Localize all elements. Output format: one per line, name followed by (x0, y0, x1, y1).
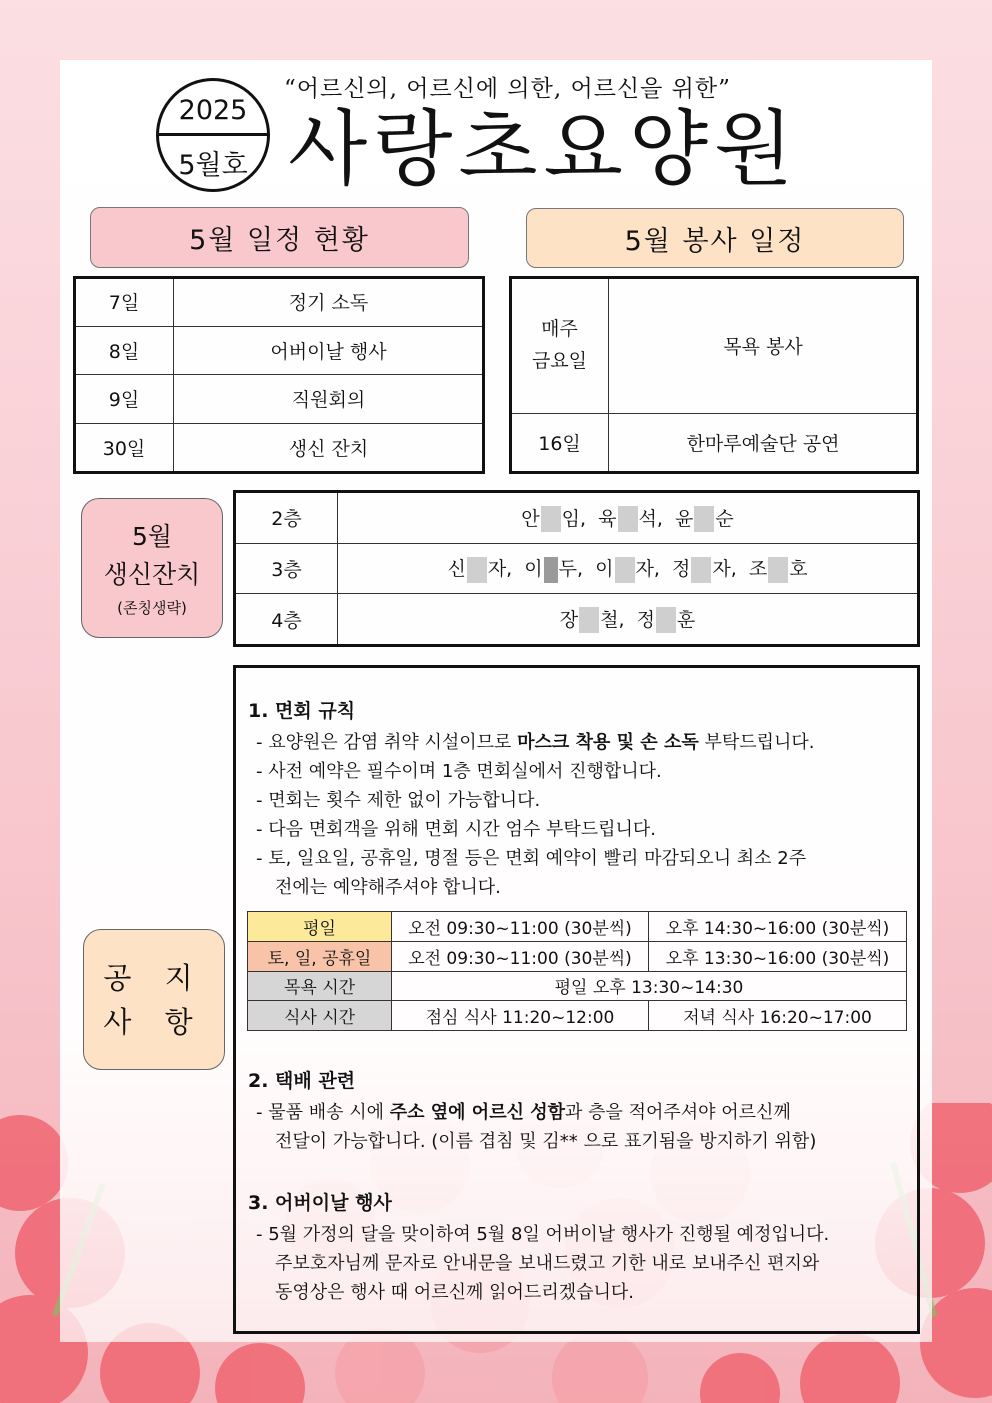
name-first: 이 (595, 558, 614, 581)
volunteer-day-line1: 매주 (541, 318, 578, 341)
schedule-day: 8일 (75, 326, 174, 375)
slogan: “어르신의, 어르신에 의한, 어르신을 위한” (284, 76, 731, 102)
table-row (248, 1001, 907, 1031)
volunteer-day-line2: 금요일 (531, 350, 588, 373)
volunteer-day: 16일 (511, 413, 609, 471)
issue-year: 2025 (178, 95, 248, 126)
birthday-table-border (233, 490, 920, 647)
notice-bullet-cont: 주보호자님께 문자로 안내문을 보내드렸고 기한 내로 보내주신 편지와 (275, 1253, 820, 1274)
name-last: 석 (638, 507, 657, 530)
name-first: 안 (521, 507, 540, 530)
notice-bullet-cont: 전달이 가능합니다. (이름 겹침 및 김** 으로 표기됨을 방지하기 위함) (275, 1131, 817, 1152)
schedule-event: 어버이날 행사 (174, 326, 484, 375)
name-first: 윤 (674, 507, 694, 530)
name-first: 신 (447, 558, 466, 581)
hours-value: 점심 식사 11:20~12:00 (392, 1001, 649, 1031)
notice-bullet (256, 1098, 791, 1124)
page-title: 사랑초요양원 (288, 102, 800, 197)
name-last: 철 (600, 608, 619, 631)
notice-heading-1: 1. 면회 규칙 (248, 700, 356, 722)
notice-bullet: - 다음 면회객을 위해 면회 시간 엄수 부탁드립니다. (256, 819, 657, 840)
notice-bullet-cont: 동영상은 행사 때 어르신께 읽어드리겠습니다. (275, 1282, 634, 1303)
hours-value: 오전 09:30~11:00 (30분씩) (392, 941, 649, 971)
name-first: 이 (524, 558, 543, 581)
volunteer-title: 5월 봉사 일정 (526, 208, 904, 268)
notice-label-line2: 사 항 (103, 1005, 205, 1039)
schedule-day: 30일 (75, 423, 174, 472)
schedule-event: 직원회의 (174, 375, 484, 424)
notice-bullet (256, 728, 815, 754)
text: - 요양원은 감염 취약 시설이므로 (256, 732, 518, 753)
hours-label: 토, 일, 공휴일 (248, 941, 392, 971)
issue-month: 5월호 (178, 150, 248, 181)
birthday-title-line1: 5월 (131, 522, 173, 551)
notice-label-line1: 공 지 (103, 961, 205, 995)
hours-label: 식사 시간 (248, 1001, 392, 1031)
birthday-title-line2: 생신잔치 (103, 560, 201, 589)
schedule-event: 정기 소독 (174, 278, 484, 327)
notice-bullet: - 토, 일요일, 공휴일, 명절 등은 면회 예약이 빨리 마감되오니 최소 2주 (256, 848, 807, 869)
text: 과 층을 적어주셔야 어르신께 (565, 1102, 791, 1123)
text: - 물품 배송 시에 (256, 1102, 390, 1123)
notice-bullet-cont: 전에는 예약해주셔야 합니다. (275, 877, 501, 898)
volunteer-event: 한마루예술단 공연 (609, 413, 918, 471)
name-last: 자 (712, 558, 731, 581)
schedule-table-border (73, 276, 485, 474)
name-first: 정 (636, 608, 655, 631)
hours-label: 평일 (248, 912, 392, 942)
notice-bullet: - 5월 가정의 달을 맞이하여 5월 8일 어버이날 행사가 진행될 예정입니다. (256, 1224, 830, 1245)
notice-heading-3: 3. 어버이날 행사 (248, 1192, 392, 1214)
name-last: 호 (789, 558, 808, 581)
name-last: 자 (487, 558, 507, 581)
notice-label (83, 929, 225, 1070)
name-last: 임 (561, 507, 581, 530)
table-row (248, 971, 907, 1001)
table-row (248, 941, 907, 971)
birthday-names: 안 임, 육 석, 윤 순 (338, 493, 918, 544)
name-last: 자 (635, 558, 654, 581)
volunteer-event: 목욕 봉사 (609, 278, 918, 414)
hours-label: 목욕 시간 (248, 971, 392, 1001)
birthday-note: (존칭생략) (117, 599, 187, 617)
volunteer-table-border (509, 276, 919, 474)
bold-text: 마스크 착용 및 손 소독 (517, 732, 699, 753)
issue-divider (159, 133, 267, 136)
visit-hours-table (247, 911, 907, 1031)
name-first: 정 (671, 558, 691, 581)
hours-value: 오후 14:30~16:00 (30분씩) (649, 912, 907, 942)
birthday-names: 장 철, 정 훈 (338, 594, 918, 645)
schedule-day: 9일 (75, 375, 174, 424)
birthday-names: 신 자, 이 두, 이 자, 정 자, 조 호 (338, 543, 918, 594)
issue-badge (156, 78, 270, 192)
bold-text: 주소 옆에 어르신 성함 (389, 1102, 566, 1123)
name-first: 육 (598, 507, 617, 530)
birthday-floor: 2층 (236, 493, 338, 544)
text: 부탁드립니다. (698, 732, 815, 753)
table-row (248, 912, 907, 942)
hours-value: 저녁 식사 16:20~17:00 (649, 1001, 907, 1031)
name-last: 두 (558, 558, 578, 581)
name-last: 훈 (676, 608, 696, 631)
hours-value: 오후 13:30~16:00 (30분씩) (649, 941, 907, 971)
birthday-label (81, 498, 223, 638)
schedule-day: 7일 (75, 278, 174, 327)
birthday-floor: 4층 (236, 594, 338, 645)
schedule-title: 5월 일정 현황 (90, 207, 469, 268)
hours-value: 평일 오후 13:30~14:30 (392, 971, 907, 1001)
notice-heading-2: 2. 택배 관련 (248, 1070, 356, 1092)
notice-bullet: - 사전 예약은 필수이며 1층 면회실에서 진행합니다. (256, 761, 662, 782)
schedule-event: 생신 잔치 (174, 423, 484, 472)
name-last: 순 (715, 507, 734, 530)
birthday-floor: 3층 (236, 543, 338, 594)
name-first: 장 (559, 608, 579, 631)
hours-value: 오전 09:30~11:00 (30분씩) (392, 912, 649, 942)
notice-bullet: - 면회는 횟수 제한 없이 가능합니다. (256, 790, 541, 811)
name-first: 조 (748, 558, 768, 581)
